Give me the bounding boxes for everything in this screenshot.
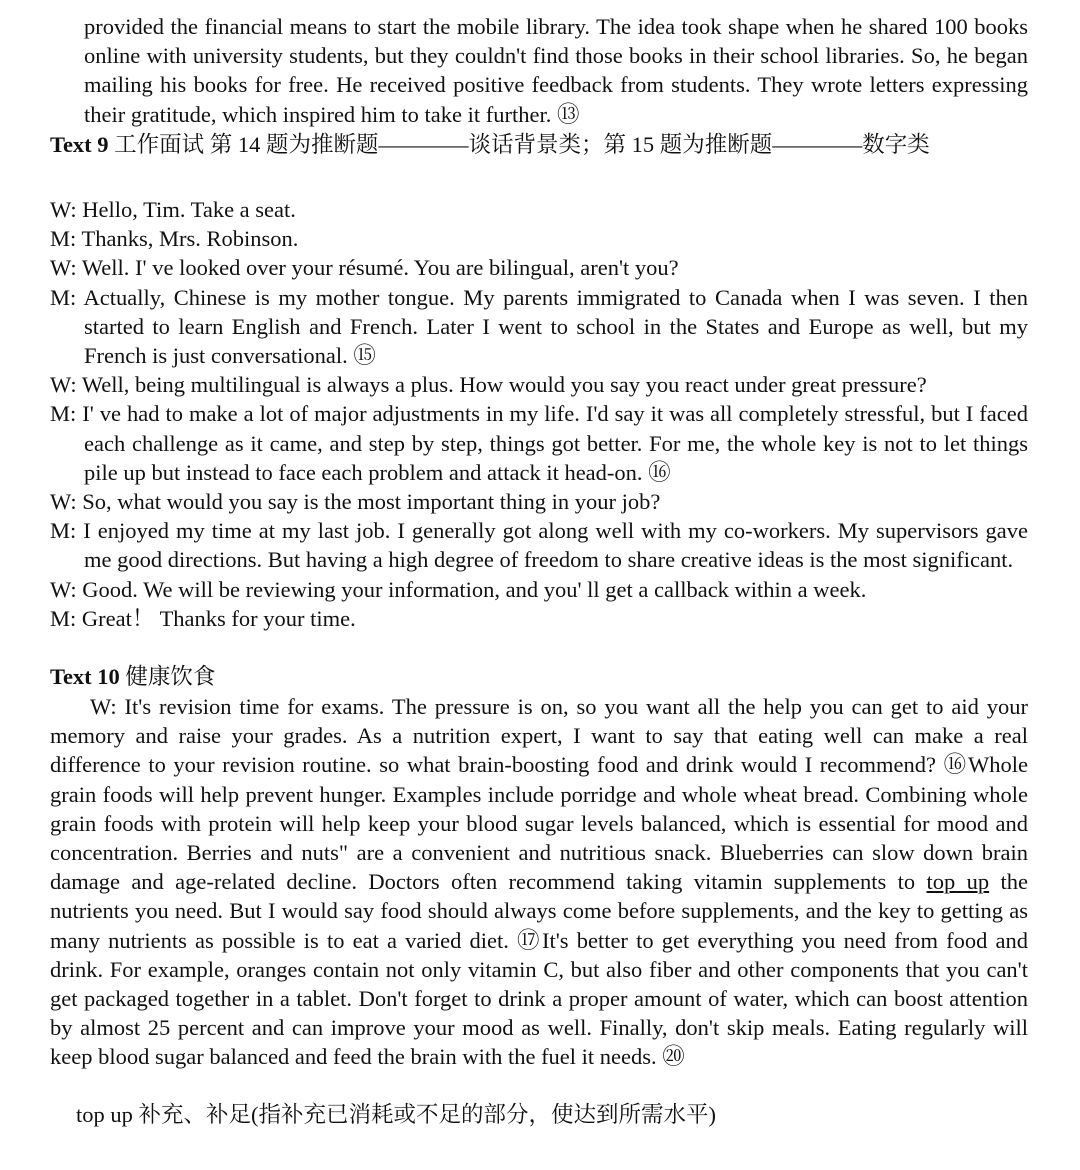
dialogue-line: M: Actually, Chinese is my mother tongue. My parents immigrated to Canada when I was seven. I then started to learn English and French. Later I went to school in the States and Europe as well, but my French is just conversational. ⑮ bbox=[50, 284, 1028, 369]
text10-heading bbox=[50, 662, 1028, 691]
dialogue-line: M: I' ve had to make a lot of major adjustments in my life. I'd say it was all completely stressful, but I faced each challenge as it came, and step by step, things got better. For me, the whole key is not to let things pile up but instead to face each problem and attack it head-on. ⑯ bbox=[50, 401, 1028, 485]
text9-heading-cn: 工作面试 第 14 题为推断题————谈话背景类；第 15 题为推断题————数字类 bbox=[108, 132, 930, 157]
dialogue-line: W: Well. I' ve looked over your résumé. You are bilingual, aren't you? bbox=[50, 255, 679, 281]
text9-heading bbox=[50, 130, 1028, 159]
dialogue-line: M: Thanks, Mrs. Robinson. bbox=[50, 226, 299, 252]
text10-heading-cn: 健康饮食 bbox=[119, 664, 216, 689]
text10-label: Text 10 bbox=[50, 664, 120, 689]
dialogue-line: M: Great！ Thanks for your time. bbox=[50, 605, 356, 631]
dialogue-line: W: Well, being multilingual is always a plus. How would you say you react under great pressure? bbox=[50, 372, 927, 398]
dialogue-line: W: Hello, Tim. Take a seat. bbox=[50, 197, 296, 222]
intro-paragraph: provided the financial means to start the mobile library. The idea took shape when he shared 100 books online with university students, but they couldn't find those books in their school libraries. So, he began mailing his books for free. He received positive feedback from students. They wrote letters expressing their gratitude, which inspired him to take it further. ⑬ bbox=[84, 14, 1028, 127]
text9-label: Text 9 bbox=[50, 132, 109, 157]
text9-dialogue bbox=[50, 195, 1028, 633]
passage-part-2: the nutrients you need. But I would say food should always come before supplements, and the key to getting as many nutrients as possible is to eat a varied diet. ⑰It's better to get everything you need from food and drink. For example, oranges contain not only vitamin C, but also fiber and other components that you can't get packaged together in a tablet. Don't forget to drink a proper amount of water, which can boost attention by almost 25 percent and can improve your mood as well. Finally, don't skip meals. Eating regularly will keep blood sugar balanced and feed the brain with the fuel it needs. ⑳ bbox=[50, 869, 1028, 1070]
dialogue-line: M: I enjoyed my time at my last job. I generally got along well with my co-workers. My supervisors gave me good directions. But having a high degree of freedom to share creative ideas is the most significant. bbox=[50, 518, 1028, 573]
passage-part-1: W: It's revision time for exams. The pressure is on, so you want all the help you can get to aid your memory and raise your grades. As a nutrition expert, I want to say that eating well can make a real difference to your revision routine. so what brain-boosting food and drink would I recommend? ⑯Whole grain foods will help prevent hunger. Examples include porridge and whole wheat bread. Combining whole grain foods with protein will help keep your blood sugar levels balanced, which is essential for mood and concentration. Berries and nuts" are a convenient and nutritious snack. Blueberries can slow down brain damage and age-related decline. Doctors often recommend taking vitamin supplements to bbox=[50, 694, 1028, 895]
vocab-note: top up 补充、补足(指补充已消耗或不足的部分，使达到所需水平) bbox=[76, 1102, 716, 1127]
dialogue-line: W: So, what would you say is the most important thing in your job? bbox=[50, 489, 661, 515]
underlined-phrase: top up bbox=[926, 869, 990, 895]
dialogue-line: W: Good. We will be reviewing your information, and you' ll get a callback within a week. bbox=[50, 576, 867, 602]
text10-passage bbox=[50, 692, 1028, 1072]
